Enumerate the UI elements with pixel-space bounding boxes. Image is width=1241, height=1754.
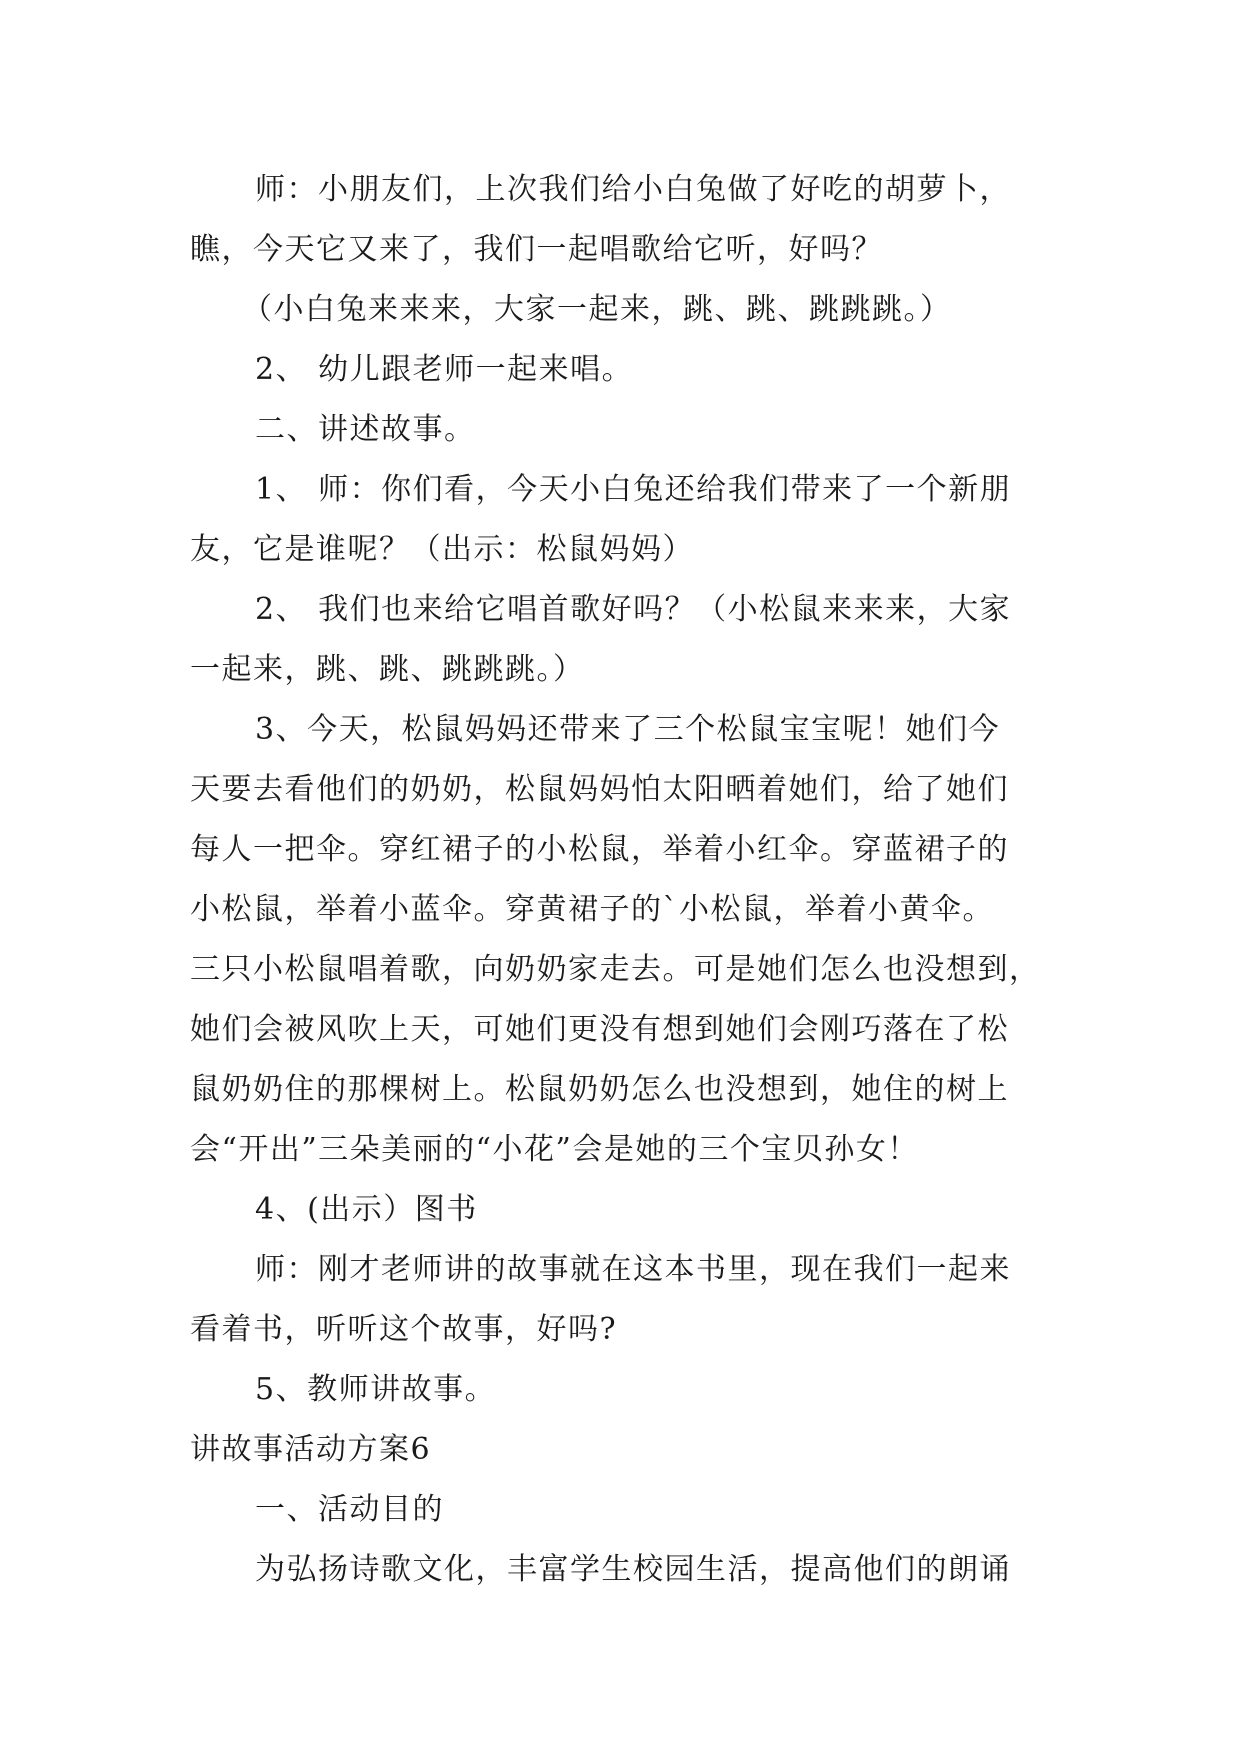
paragraph-line: 小松鼠，举着小蓝伞。穿黄裙子的`小松鼠，举着小黄伞。: [190, 892, 994, 927]
list-item-line: 4、(出示）图书: [255, 1192, 478, 1227]
paragraph-line: 三只小松鼠唱着歌，向奶奶家走去。可是她们怎么也没想到，: [190, 952, 1041, 987]
paragraph-line: （小白兔来来来，大家一起来，跳、跳、跳跳跳。）: [242, 292, 952, 327]
paragraph-line: 一起来，跳、跳、跳跳跳。）: [190, 652, 585, 687]
paragraph-line: 会“开出”三朵美丽的“小花”会是她的三个宝贝孙女！: [190, 1132, 919, 1167]
list-item-line: 3、今天，松鼠妈妈还带来了三个松鼠宝宝呢！她们今: [255, 712, 1001, 747]
paragraph-line: 为弘扬诗歌文化，丰富学生校园生活，提高他们的朗诵: [255, 1552, 1011, 1587]
section-heading: 二、讲述故事。: [255, 412, 476, 447]
document-body: [190, 160, 1060, 1600]
list-item-line: 2、 我们也来给它唱首歌好吗？（小松鼠来来来，大家: [255, 592, 1012, 627]
paragraph-line: 她们会被风吹上天，可她们更没有想到她们会刚巧落在了松: [190, 1012, 1009, 1047]
paragraph-line: 鼠奶奶住的那棵树上。松鼠奶奶怎么也没想到，她住的树上: [190, 1072, 1009, 1107]
section-heading: 一、活动目的: [255, 1492, 444, 1527]
paragraph-line: 每人一把伞。穿红裙子的小松鼠，举着小红伞。穿蓝裙子的: [190, 832, 1009, 867]
paragraph-line: 瞧，今天它又来了，我们一起唱歌给它听，好吗？: [190, 232, 883, 267]
document-section-title: 讲故事活动方案6: [190, 1432, 432, 1467]
paragraph-line: 看着书，听听这个故事，好吗?: [190, 1312, 618, 1347]
list-item-line: 1、 师：你们看，今天小白兔还给我们带来了一个新朋: [255, 472, 1012, 507]
paragraph-line: 师：刚才老师讲的故事就在这本书里，现在我们一起来: [255, 1252, 1011, 1287]
paragraph-line: 友，它是谁呢？（出示：松鼠妈妈）: [190, 532, 694, 567]
list-item-line: 5、教师讲故事。: [255, 1372, 497, 1407]
paragraph-line: 天要去看他们的奶奶，松鼠妈妈怕太阳晒着她们，给了她们: [190, 772, 1009, 807]
paragraph-line: 师：小朋友们，上次我们给小白兔做了好吃的胡萝卜，: [255, 172, 1011, 207]
list-item-line: 2、 幼儿跟老师一起来唱。: [255, 352, 634, 387]
